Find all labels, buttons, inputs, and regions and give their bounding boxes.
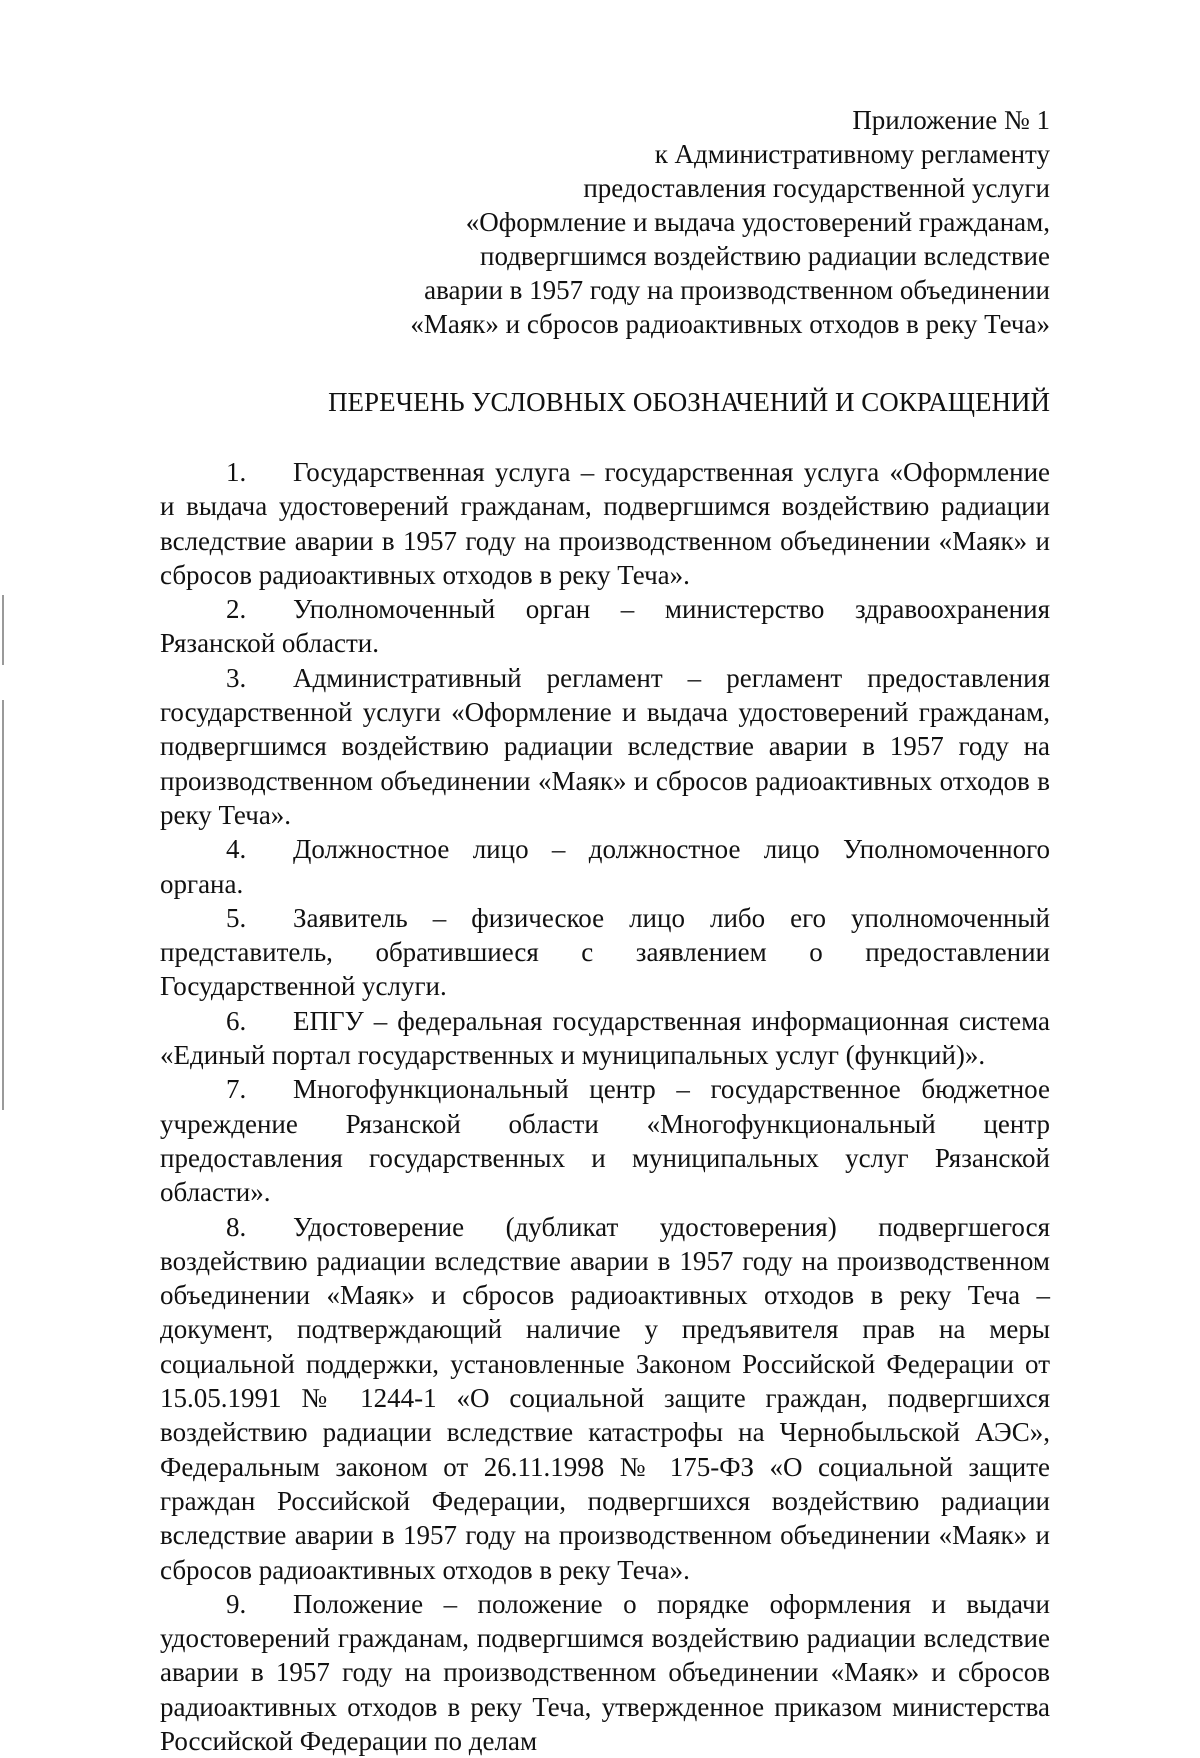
item-number: 7. xyxy=(226,1074,247,1105)
item-number: 5. xyxy=(226,902,247,933)
list-item xyxy=(160,592,1050,661)
item-text: Удостоверение (дубликат удостоверения) подвергшегося воздействию радиации вследствие аварии в 1957 году на производственном объединении «Маяк» и сбросов радиоактивных отходов в реку Теча – документ, подтверждающий наличие у предъявителя прав на меры социальной поддержки, установленные Законом Российской Федерации от 15.05.1991 № 1244-1 «О социальной защите граждан, подвергшихся воздействию радиации вследствие катастрофы на Чернобыльской АЭС», Федеральным законом от 26.11.1998 № 175-ФЗ «О социальной защите граждан Российской Федерации, подвергшихся воздействию радиации вследствие аварии в 1957 году на производственном объединении «Маяк» и сбросов радиоактивных отходов в реку Теча». xyxy=(160,1211,1050,1585)
item-number: 6. xyxy=(226,1005,247,1036)
list-item xyxy=(160,1210,1050,1587)
appendix-line: «Маяк» и сбросов радиоактивных отходов в реку Теча» xyxy=(410,309,1050,339)
list-item xyxy=(160,661,1050,832)
item-number: 3. xyxy=(226,662,247,693)
list-item xyxy=(160,1004,1050,1073)
scan-edge-mark xyxy=(2,700,4,1110)
appendix-line: подвергшимся воздействию радиации вследствие xyxy=(480,241,1050,271)
list-item xyxy=(160,1587,1050,1758)
item-text: Административный регламент – регламент предоставления государственной услуги «Оформление и выдача удостоверений гражданам, подвергшимся воздействию радиации вследствие аварии в 1957 году на производственном объединении «Маяк» и сбросов радиоактивных отходов в реку Теча». xyxy=(160,662,1050,830)
item-text: ЕПГУ – федеральная государственная информационная система «Единый портал государственных и муниципальных услуг (функций)». xyxy=(160,1005,1050,1071)
definitions-list xyxy=(160,455,1050,1758)
list-item xyxy=(160,455,1050,592)
appendix-header xyxy=(350,103,1050,341)
appendix-line: Приложение № 1 xyxy=(852,105,1050,135)
item-text: Государственная услуга – государственная услуга «Оформление и выдача удостоверений гражданам, подвергшимся воздействию радиации вследствие аварии в 1957 году на производственном объединении «Маяк» и сбросов радиоактивных отходов в реку Теча». xyxy=(160,457,1050,590)
document-title: ПЕРЕЧЕНЬ УСЛОВНЫХ ОБОЗНАЧЕНИЙ И СОКРАЩЕНИЙ xyxy=(328,387,1050,417)
list-item xyxy=(160,901,1050,1004)
item-text: Положение – положение о порядке оформления и выдачи удостоверений гражданам, подвергшимся воздействию радиации вследствие аварии в 1957 году на производственном объединении «Маяк» и сбросов радиоактивных отходов в реку Теча, утвержденное приказом министерства Российской Федерации по делам xyxy=(160,1588,1050,1756)
appendix-line: к Административному регламенту xyxy=(654,139,1050,169)
item-number: 2. xyxy=(226,594,247,625)
item-number: 4. xyxy=(226,834,247,865)
item-number: 8. xyxy=(226,1211,247,1242)
appendix-line: «Оформление и выдача удостоверений гражданам, xyxy=(465,207,1050,237)
scan-edge-mark xyxy=(2,595,4,665)
appendix-line: аварии в 1957 году на производственном объединении xyxy=(424,275,1050,305)
item-number: 9. xyxy=(226,1588,247,1619)
item-text: Многофункциональный центр – государственное бюджетное учреждение Рязанской области «Многофункциональный центр предоставления государственных и муниципальных услуг Рязанской области». xyxy=(160,1074,1050,1208)
item-text: Должностное лицо – должностное лицо Уполномоченного органа. xyxy=(160,834,1050,899)
appendix-line: предоставления государственной услуги xyxy=(583,173,1050,203)
item-text: Уполномоченный орган – министерство здравоохранения Рязанской области. xyxy=(160,594,1050,659)
list-item xyxy=(160,832,1050,901)
list-item xyxy=(160,1072,1050,1209)
item-text: Заявитель – физическое лицо либо его уполномоченный представитель, обратившиеся с заявлением о предоставлении Государственной услуги. xyxy=(160,902,1050,1002)
item-number: 1. xyxy=(226,457,247,487)
